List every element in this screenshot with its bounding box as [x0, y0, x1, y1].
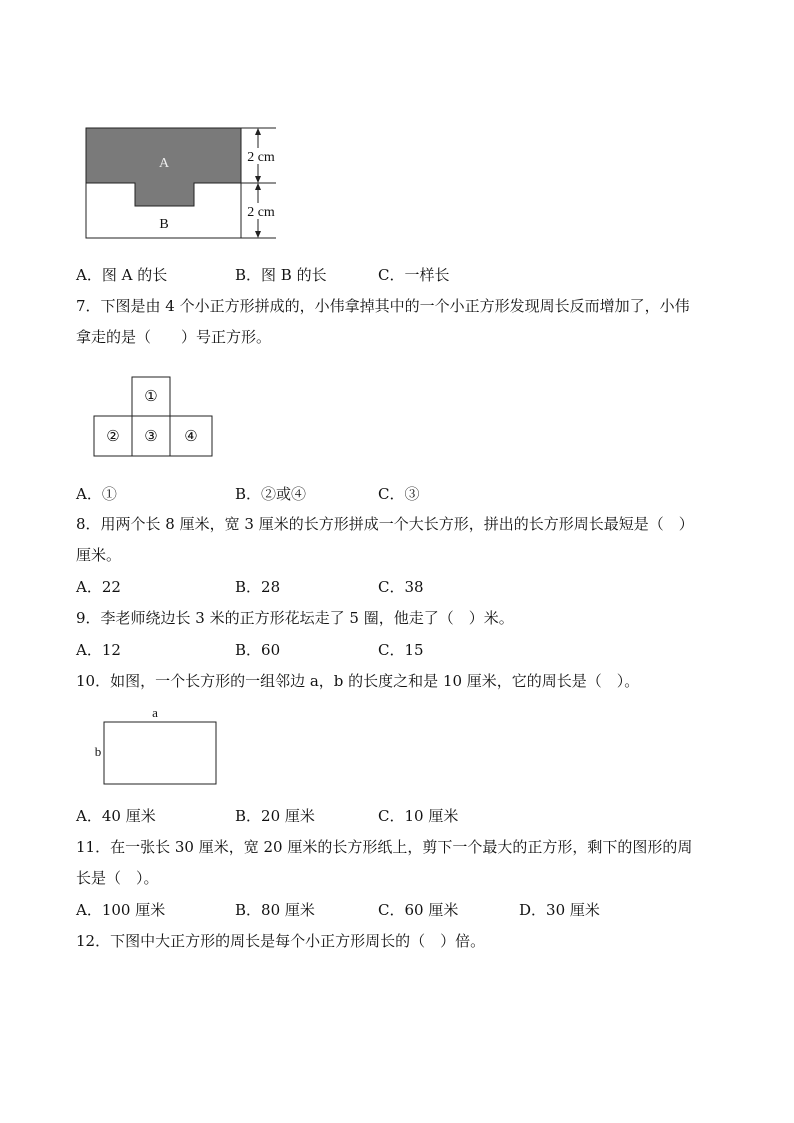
q7-option-c: C．③ — [378, 485, 420, 503]
q8-option-b: B．28 — [235, 578, 281, 596]
q6-option-a: A．图 A 的长 — [76, 266, 168, 284]
q10-label-a: a — [152, 705, 158, 720]
q11-text-line2: 长是（ ）。 — [76, 869, 159, 887]
q10-option-c: C．10 厘米 — [378, 807, 459, 825]
q8-text-line2: 厘米。 — [76, 546, 122, 564]
q8-text-line1: 8．用两个长 8 厘米，宽 3 厘米的长方形拼成一个大长方形，拼出的长方形周长最短是（ ） — [76, 515, 694, 533]
q11-text-line1: 11．在一张长 30 厘米，宽 20 厘米的长方形纸上，剪下一个最大的正方形，剩下的图形的周 — [76, 838, 693, 856]
q8-option-a: A．22 — [76, 578, 121, 596]
q11-option-a: A．100 厘米 — [76, 901, 166, 919]
q7-option-b: B．②或④ — [235, 485, 307, 503]
q9-option-c: C．15 — [378, 641, 424, 659]
q10-figure — [90, 704, 225, 789]
q11-option-d: D．30 厘米 — [519, 901, 600, 919]
q6-option-b: B．图 B 的长 — [235, 266, 327, 284]
q7-square-1-label: ① — [144, 389, 158, 405]
q7-text-line1: 7．下图是由 4 个小正方形拼成的，小伟拿掉其中的一个小正方形发现周长反而增加了，小伟 — [76, 297, 690, 315]
q6-dim-top-label: 2 cm — [247, 150, 275, 165]
q7-text-line2: 拿走的是（ ）号正方形。 — [76, 328, 272, 346]
q10-option-b: B．20 厘米 — [235, 807, 315, 825]
q7-square-3-label: ③ — [144, 429, 158, 445]
q6-option-c: C．一样长 — [378, 266, 450, 284]
q7-square-4-label: ④ — [184, 429, 198, 445]
q6-dim-bottom-label: 2 cm — [247, 205, 275, 220]
q10-label-b: b — [94, 744, 102, 759]
q10-option-a: A．40 厘米 — [76, 807, 156, 825]
q12-text-line1: 12．下图中大正方形的周长是每个小正方形周长的（ ）倍。 — [76, 932, 486, 950]
q8-option-c: C．38 — [378, 578, 424, 596]
q11-option-c: C．60 厘米 — [378, 901, 459, 919]
q9-text-line1: 9．李老师绕边长 3 米的正方形花坛走了 5 圈，他走了（ ）米。 — [76, 609, 514, 627]
q9-option-b: B．60 — [235, 641, 281, 659]
q10-text-line1: 10．如图，一个长方形的一组邻边 a，b 的长度之和是 10 厘米，它的周长是（ ）。 — [76, 672, 640, 690]
q11-option-b: B．80 厘米 — [235, 901, 315, 919]
q7-figure — [90, 372, 220, 462]
q6-label-a: A — [158, 156, 170, 171]
q7-option-a: A．① — [76, 485, 117, 503]
q6-label-b: B — [159, 217, 169, 232]
q7-square-2-label: ② — [106, 429, 120, 445]
q6-figure — [80, 122, 310, 247]
q10-rectangle — [104, 722, 216, 784]
q9-option-a: A．12 — [76, 641, 121, 659]
